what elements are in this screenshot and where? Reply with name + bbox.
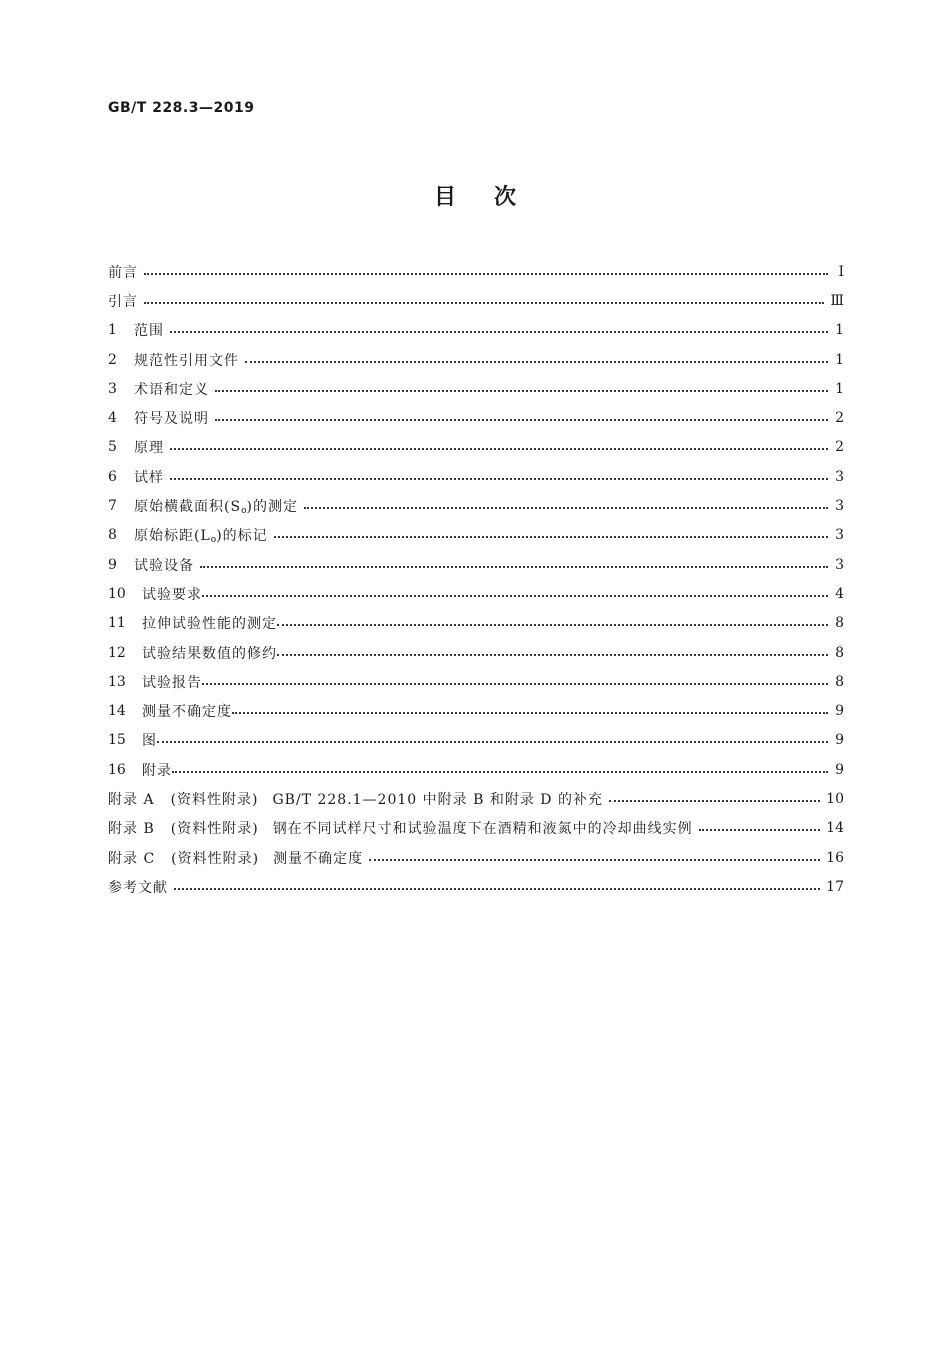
annex-tag: 附录 A	[108, 791, 155, 808]
toc-label: 测量不确定度	[142, 704, 232, 721]
toc-number: 13	[108, 673, 126, 690]
toc-label: 钢在不同试样尺寸和试验温度下在酒精和液氮中的冷却曲线实例	[272, 821, 693, 838]
annex-tag: 附录 B	[108, 821, 155, 838]
toc-label: 前言	[108, 264, 138, 281]
toc-number: 15	[108, 732, 126, 749]
toc-page-number: 8	[835, 644, 844, 661]
toc-label: 引言	[108, 293, 138, 310]
toc-label: 范围	[134, 323, 164, 340]
toc-number: 5	[108, 439, 117, 456]
toc-label	[134, 525, 268, 545]
leader-dots	[172, 763, 828, 777]
toc-number: 1	[108, 322, 117, 339]
toc-label: 拉伸试验性能的测定	[142, 616, 277, 633]
toc-label: 图	[142, 733, 157, 750]
toc-label-part: 原始横截面积(S	[134, 499, 242, 516]
toc-entry-annex-c[interactable]	[108, 843, 844, 872]
leader-dots	[277, 646, 828, 660]
toc-label: 符号及说明	[134, 411, 209, 428]
toc-number: 2	[108, 351, 117, 368]
toc-entry-11[interactable]	[108, 609, 844, 638]
subscript: o	[241, 506, 247, 517]
toc-label: 术语和定义	[134, 381, 209, 398]
annex-type: (资料性附录)	[170, 791, 259, 808]
toc-number: 14	[108, 703, 126, 720]
leader-dots	[245, 353, 828, 367]
toc-page-number: 3	[835, 468, 844, 485]
toc-number: 12	[108, 644, 126, 661]
toc-label-part: )的测定	[246, 499, 298, 516]
toc-page-number: 8	[835, 673, 844, 690]
toc-entry-annex-b[interactable]	[108, 814, 844, 843]
toc-entry-2[interactable]	[108, 345, 844, 374]
toc-page-number: 16	[826, 849, 844, 866]
toc-label: 规范性引用文件	[134, 352, 239, 369]
annex-tag: 附录 C	[108, 850, 156, 867]
toc-label: 试样	[134, 469, 164, 486]
toc-page-number: 10	[826, 790, 844, 807]
toc-label	[134, 496, 298, 516]
toc-page-number: 3	[835, 556, 844, 573]
toc-number: 10	[108, 585, 126, 602]
page-title: 目次	[433, 185, 554, 210]
toc-number: 7	[108, 498, 117, 515]
toc-entry-8[interactable]	[108, 521, 844, 550]
toc-entry-1[interactable]	[108, 316, 844, 345]
leader-dots	[202, 675, 828, 689]
leader-dots	[144, 265, 828, 279]
leader-dots	[369, 851, 820, 865]
toc-page-number: 17	[826, 878, 844, 895]
toc-label: 试验报告	[142, 674, 202, 691]
toc-page-number: 1	[835, 351, 844, 368]
toc-page-number: 9	[835, 703, 844, 720]
leader-dots	[304, 499, 828, 513]
leader-dots	[215, 411, 828, 425]
toc-entry-7[interactable]	[108, 491, 844, 520]
toc-number: 4	[108, 410, 117, 427]
annex-type: (资料性附录)	[171, 850, 260, 867]
toc-number: 6	[108, 468, 117, 485]
toc-entry-12[interactable]	[108, 638, 844, 667]
leader-dots	[174, 880, 820, 894]
toc-page-number: Ⅲ	[830, 292, 844, 309]
toc-page-number: 1	[835, 322, 844, 339]
toc-label: 原理	[134, 440, 164, 457]
toc-page-number: 4	[835, 585, 844, 602]
toc-page-number: 14	[826, 820, 844, 837]
toc-entry-14[interactable]	[108, 696, 844, 725]
toc-entry-13[interactable]	[108, 667, 844, 696]
toc-number: 3	[108, 380, 117, 397]
toc-label: 试验结果数值的修约	[142, 645, 277, 662]
toc-entry-introduction[interactable]	[108, 286, 844, 315]
subscript: o	[210, 535, 217, 546]
toc-label: 试验设备	[134, 557, 194, 574]
toc-number: 9	[108, 556, 117, 573]
toc-label: 附录	[142, 762, 172, 779]
leader-dots	[157, 733, 828, 747]
leader-dots	[215, 382, 828, 396]
leader-dots	[609, 792, 820, 806]
toc-page-number: 3	[835, 527, 844, 544]
toc-entry-10[interactable]	[108, 579, 844, 608]
leader-dots	[170, 470, 828, 484]
standard-code: GB/T 228.3—2019	[108, 100, 255, 116]
toc-label: GB/T 228.1—2010 中附录 B 和附录 D 的补充	[272, 791, 603, 808]
leader-dots	[699, 821, 820, 835]
toc-entry-annex-a[interactable]	[108, 784, 844, 813]
table-of-contents	[108, 257, 844, 902]
leader-dots	[170, 323, 828, 337]
toc-entry-references[interactable]	[108, 872, 844, 901]
toc-page-number: 2	[835, 410, 844, 427]
toc-page-number: 2	[835, 439, 844, 456]
toc-entry-3[interactable]	[108, 374, 844, 403]
toc-label-part: )的标记	[216, 528, 268, 545]
toc-number: 8	[108, 527, 117, 544]
leader-dots	[232, 704, 828, 718]
toc-label: 测量不确定度	[273, 850, 364, 867]
toc-entry-9[interactable]	[108, 550, 844, 579]
leader-dots	[274, 528, 828, 542]
toc-number: 16	[108, 761, 126, 778]
toc-entry-5[interactable]	[108, 433, 844, 462]
toc-entry-4[interactable]	[108, 403, 844, 432]
toc-label: 试验要求	[142, 586, 202, 603]
toc-page-number: Ⅰ	[838, 263, 844, 280]
leader-dots	[200, 558, 828, 572]
toc-label-part: 原始标距(L	[134, 528, 211, 545]
toc-page-number: 1	[835, 380, 844, 397]
toc-entry-16[interactable]	[108, 755, 844, 784]
toc-entry-15[interactable]	[108, 726, 844, 755]
leader-dots	[202, 587, 828, 601]
toc-entry-foreword[interactable]	[108, 257, 844, 286]
toc-number: 11	[108, 615, 126, 632]
leader-dots	[170, 440, 828, 454]
annex-type: (资料性附录)	[170, 821, 259, 838]
leader-dots	[144, 294, 824, 308]
leader-dots	[277, 616, 828, 630]
toc-page-number: 3	[835, 498, 844, 515]
toc-page-number: 9	[835, 732, 844, 749]
toc-entry-6[interactable]	[108, 462, 844, 491]
toc-page-number: 8	[835, 615, 844, 632]
toc-page-number: 9	[835, 761, 844, 778]
toc-label: 参考文献	[108, 879, 168, 896]
